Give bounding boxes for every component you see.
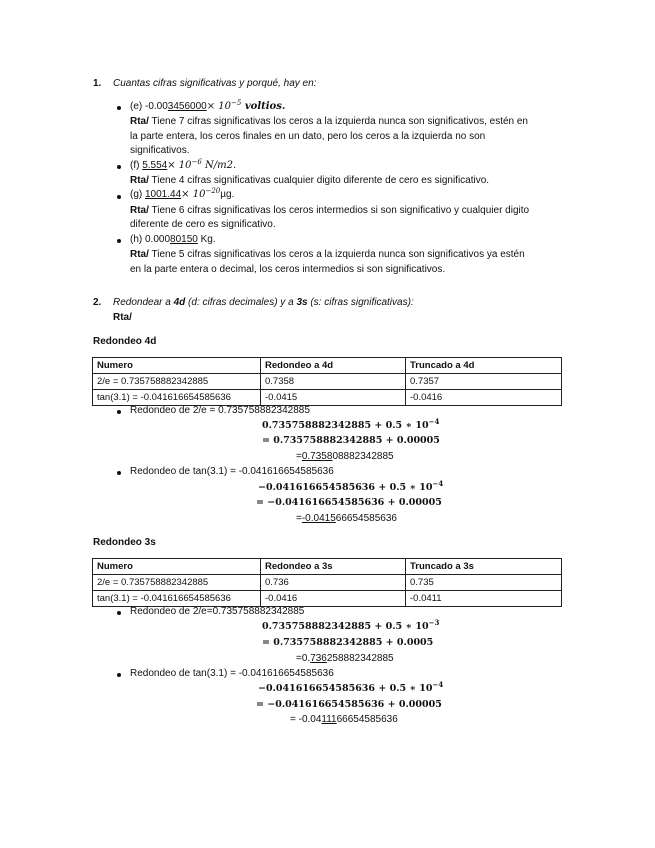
table-cell: -0.0415 [261, 390, 406, 406]
table-cell: 2/e = 0.735758882342885 [93, 575, 261, 591]
sec4d-b2-line-1: −0.041616654585636 + 0.5 ∗ $10^{-4}$ [258, 479, 444, 493]
bullet-icon [117, 471, 121, 475]
item-e-answer-line-2: la parte entera, los ceros finales en un dato, pero los ceros a la izquierda no son [130, 131, 486, 142]
item-e-expression: (e) $-0.003456000\times 10^{-5}$ voltios. [130, 99, 286, 112]
header-redondeo: Redondeo a 3s [261, 559, 406, 575]
sec4d-b2-line-3: =-0.041566654585636 [296, 513, 397, 524]
item-f-answer-line-1: Rta/ Tiene 4 cifras significativas cualquier digito diferente de cero es significativo. [130, 175, 490, 186]
sec4d-b1-line-3: =0.735808882342885 [296, 451, 394, 462]
item-e-answer-line-3: significativos. [130, 145, 190, 156]
table-4d [92, 357, 562, 406]
table-cell: 0.7358 [261, 374, 406, 390]
item-h-expression: (h) 0.00080150 Kg. [130, 234, 216, 245]
table-cell: -0.0411 [406, 591, 562, 607]
table-cell: 2/e = 0.735758882342885 [93, 374, 261, 390]
header-redondeo: Redondeo a 4d [261, 358, 406, 374]
section-4d-heading: Redondeo 4d [93, 336, 157, 347]
item-f-expression: (f) $5.554\times 10^{-6}$ N/m2. [130, 158, 237, 171]
header-truncado: Truncado a 3s [406, 559, 562, 575]
q1-number: 1. [93, 78, 102, 89]
sec4d-bullet-1: Redondeo de 2/e = 0.735758882342885 [130, 405, 310, 416]
header-truncado: Truncado a 4d [406, 358, 562, 374]
table-3s [92, 558, 562, 607]
bullet-icon [117, 239, 121, 243]
sec3s-b2-line-1: −0.041616654585636 + 0.5 ∗ $10^{-4}$ [258, 680, 444, 694]
sec3s-bullet-1: Redondeo de 2/e=0.735758882342885 [130, 606, 305, 617]
bullet-icon [117, 611, 121, 615]
sec4d-b2-line-2: = −0.041616654585636 + 0.00005 [256, 497, 442, 508]
q2-title: Redondear a 4d (d: cifras decimales) y a 3s (s: cifras significativas): [113, 297, 414, 308]
table-row [93, 575, 562, 591]
sec3s-bullet-2: Redondeo de tan(3.1) = -0.041616654585636 [130, 668, 334, 679]
table-header-row [93, 358, 562, 374]
item-g-answer-line-2: diferente de cero es significativo. [130, 219, 276, 230]
table-row [93, 390, 562, 406]
q2-number: 2. [93, 297, 102, 308]
sec4d-b1-line-2: = 0.735758882342885 + 0.00005 [262, 435, 440, 446]
table-cell: 0.736 [261, 575, 406, 591]
q1-title: Cuantas cifras significativas y porqué, hay en: [113, 78, 317, 89]
item-h-answer-line-1: Rta/ Tiene 5 cifras significativas los ceros a la izquierda nunca son significativos ya estén [130, 249, 525, 260]
item-g-expression: (g) $1001.44\times 10^{-20}\mu g$. [130, 187, 235, 200]
bullet-icon [117, 410, 121, 414]
header-numero: Numero [93, 358, 261, 374]
sec4d-bullet-2: Redondeo de tan(3.1) = -0.041616654585636 [130, 466, 334, 477]
table-cell: -0.0416 [261, 591, 406, 607]
table-row [93, 374, 562, 390]
sec3s-b1-line-3: =0.736258882342885 [296, 653, 394, 664]
table-row [93, 591, 562, 607]
sec3s-b2-line-2: = −0.041616654585636 + 0.00005 [256, 699, 442, 710]
table-cell: 0.735 [406, 575, 562, 591]
item-h-answer-line-2: en la parte entera o decimal, los ceros intermedios si son significativos. [130, 264, 446, 275]
bullet-icon [117, 106, 121, 110]
sec4d-b1-line-1: 0.735758882342885 + 0.5 ∗ $10^{-4}$ [262, 417, 440, 431]
sec3s-b1-line-2: = 0.735758882342885 + 0.0005 [262, 637, 434, 648]
table-cell: tan(3.1) = -0.041616654585636 [93, 390, 261, 406]
q2-rta: Rta/ [113, 312, 132, 323]
item-e-answer-line-1: Rta/ Tiene 7 cifras significativas los ceros a la izquierda nunca son significativos, estén en [130, 116, 528, 127]
item-g-answer-line-1: Rta/ Tiene 6 cifras significativas los ceros intermedios si son significativo y cualquier digito [130, 205, 530, 216]
table-cell: 0.7357 [406, 374, 562, 390]
bullet-icon [117, 165, 121, 169]
bullet-icon [117, 673, 121, 677]
bullet-icon [117, 195, 121, 199]
header-numero: Numero [93, 559, 261, 575]
table-cell: tan(3.1) = -0.041616654585636 [93, 591, 261, 607]
table-cell: -0.0416 [406, 390, 562, 406]
table-header-row [93, 559, 562, 575]
sec3s-b2-line-3: = -0.0411166654585636 [290, 714, 398, 725]
section-3s-heading: Redondeo 3s [93, 537, 156, 548]
sec3s-b1-line-1: 0.735758882342885 + 0.5 ∗ $10^{-3}$ [262, 618, 440, 632]
